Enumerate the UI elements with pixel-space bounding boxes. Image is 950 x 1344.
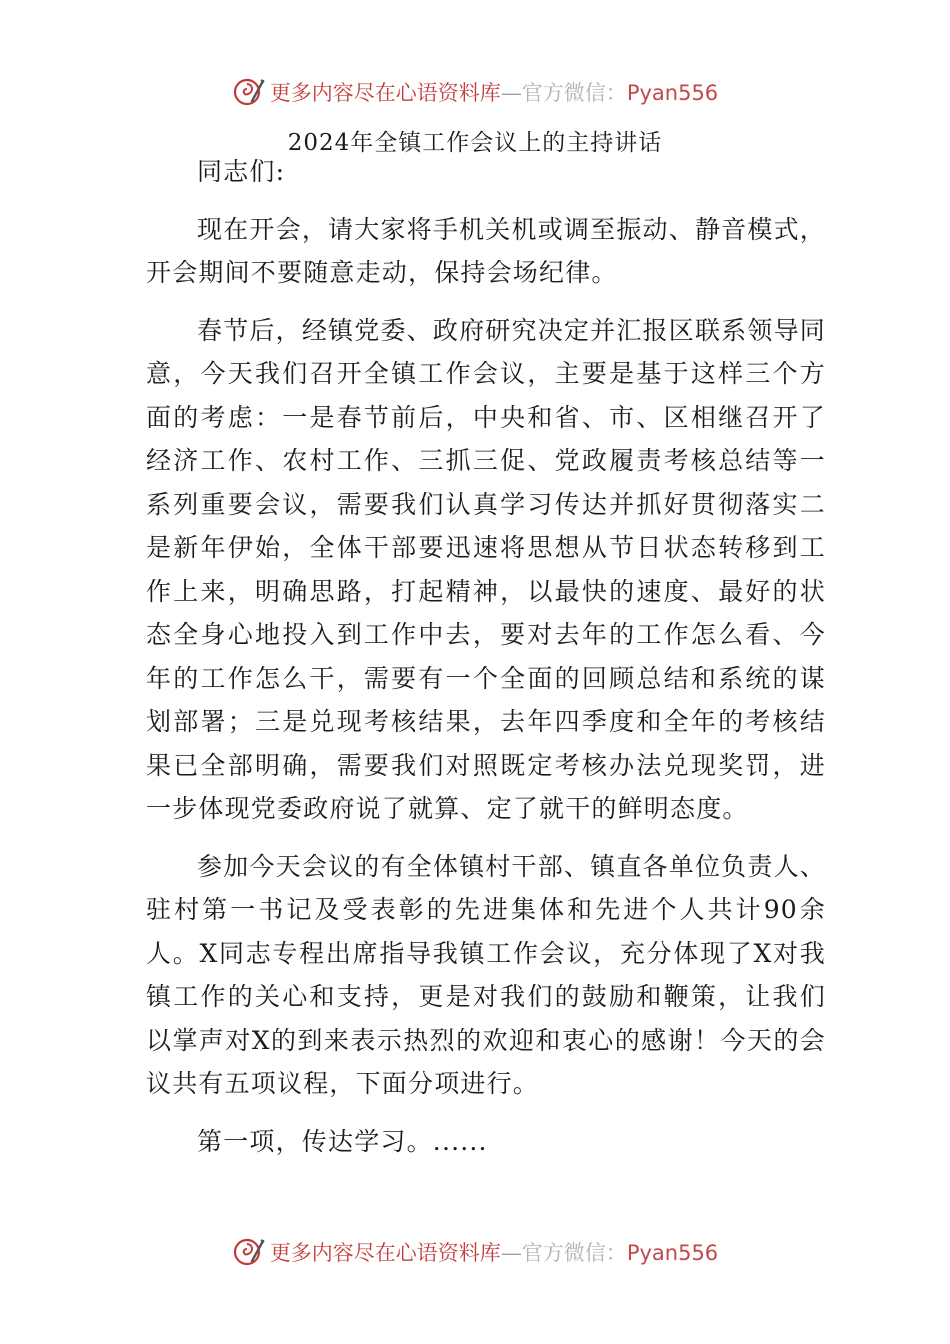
paragraph-agenda-item-1: 第一项，传达学习。...... xyxy=(197,1126,488,1156)
watermark-dash: — xyxy=(500,81,522,105)
paragraph-attendees: 参加今天会议的有全体镇村干部、镇直各单位负责人、驻村第一书记及受表彰的先进集体和先进个人共计90余人。X同志专程出席指导我镇工作会议，充分体现了X对我镇工作的关心和支持，更是对我们的鼓励和鞭策，让我们以掌声对X的到来表示热烈的欢迎和衷心的感谢！今天的会议共有五项议程，下面分项进行。 xyxy=(146,851,826,1098)
paragraph-opening: 现在开会，请大家将手机关机或调至振动、静音模式，开会期间不要随意走动，保持会场纪律。 xyxy=(146,214,826,287)
spiral-pen-logo-icon xyxy=(232,75,266,109)
watermark-red-text: 更多内容尽在心语资料库 xyxy=(269,81,501,105)
watermark-wechat-label: 官方微信： xyxy=(521,81,627,105)
watermark-dash: — xyxy=(500,1241,522,1265)
document-title: 2024年全镇工作会议上的主持讲话 xyxy=(287,130,663,156)
paragraph-salutation: 同志们: xyxy=(197,157,286,186)
watermark-text xyxy=(270,1237,718,1267)
watermark-text xyxy=(270,77,718,107)
watermark-wechat-id: Pyan556 xyxy=(626,1241,719,1265)
header-watermark xyxy=(0,72,950,112)
paragraph-background: 春节后，经镇党委、政府研究决定并汇报区联系领导同意，今天我们召开全镇工作会议，主要是基于这样三个方面的考虑：一是春节前后，中央和省、市、区相继召开了经济工作、农村工作、三抓三促、党政履责考核总结等一系列重要会议，需要我们认真学习传达并抓好贯彻落实二是新年伊始，全体干部要迅速将思想从节日状态转移到工作上来，明确思路，打起精神，以最快的速度、最好的状态全身心地投入到工作中去，要对去年的工作怎么看、今年的工作怎么干，需要有一个全面的回顾总结和系统的谋划部署；三是兑现考核结果，去年四季度和全年的考核结果已全部明确，需要我们对照既定考核办法兑现奖罚，进一步体现党委政府说了就算、定了就干的鲜明态度。 xyxy=(146,315,826,823)
footer-watermark xyxy=(0,1232,950,1272)
watermark-red-text: 更多内容尽在心语资料库 xyxy=(269,1241,501,1265)
watermark-wechat-label: 官方微信： xyxy=(521,1241,627,1265)
spiral-pen-logo-icon xyxy=(232,1235,266,1269)
watermark-wechat-id: Pyan556 xyxy=(626,81,719,105)
document-body xyxy=(146,150,826,1177)
